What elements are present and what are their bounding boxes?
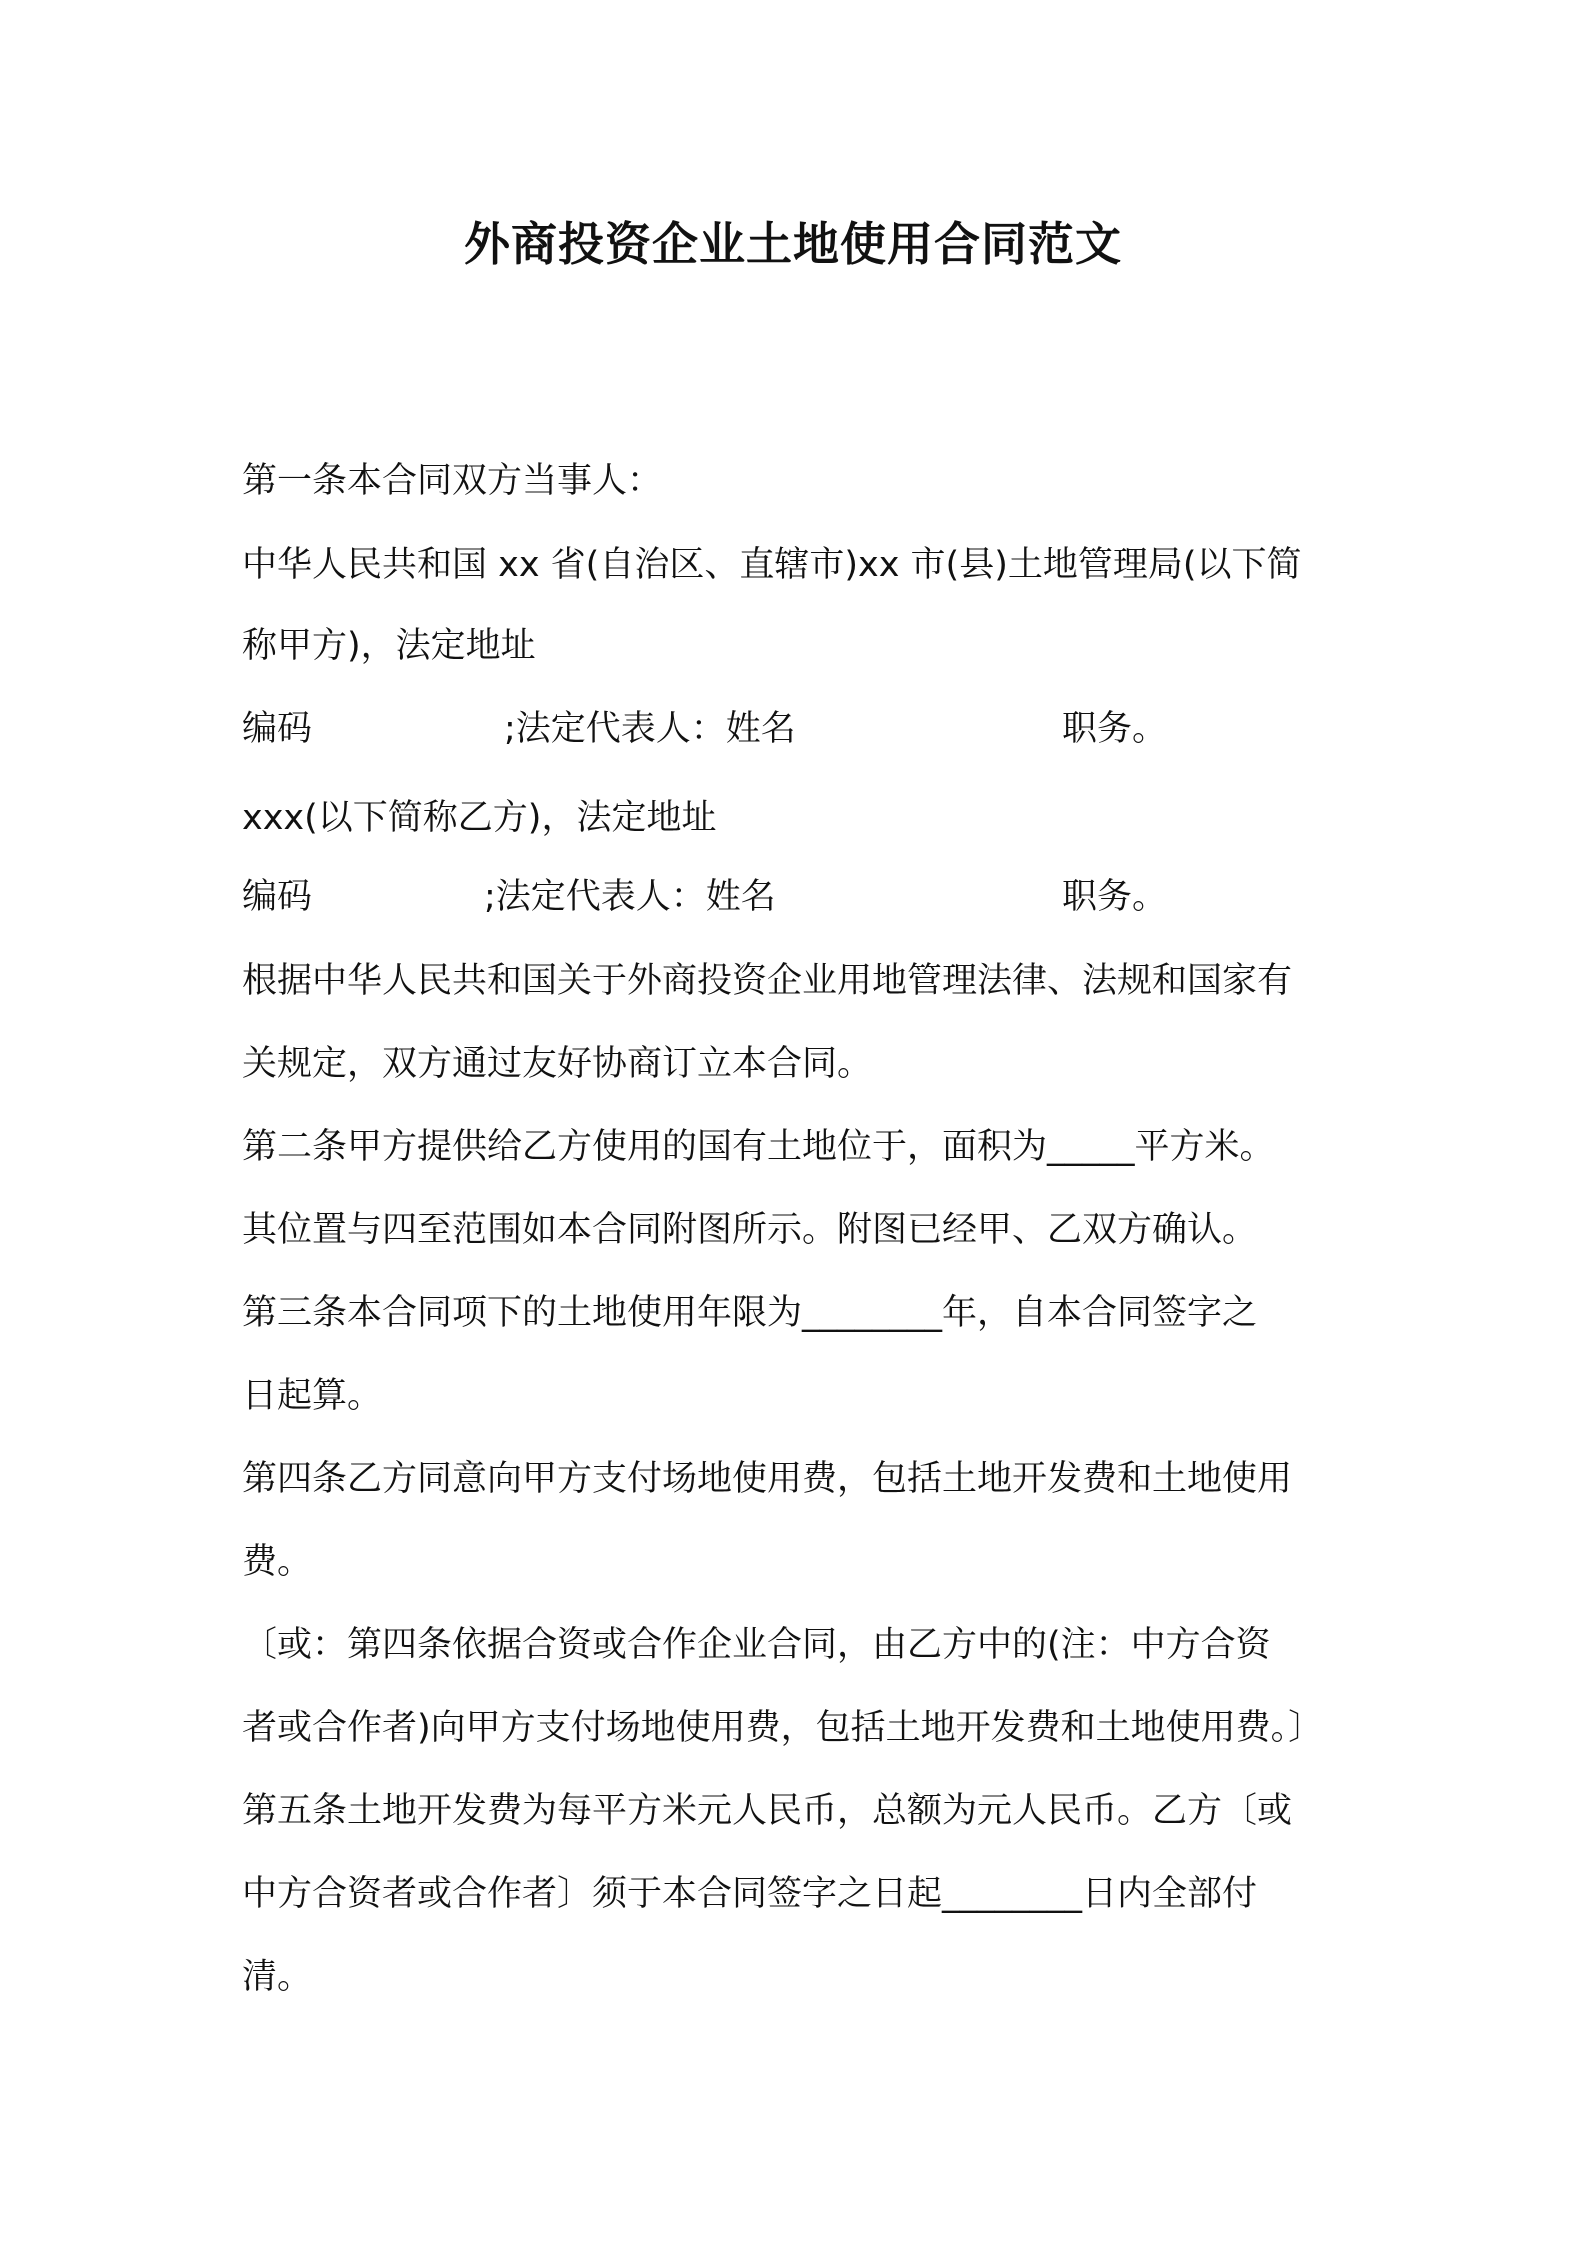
article-5-line-2: 中方合资者或合作者〕须于本合同签字之日起________日内全部付	[242, 1874, 1258, 1914]
code-label: 编码	[242, 877, 313, 917]
document-title: 外商投资企业土地使用合同范文	[464, 217, 1122, 271]
article-4-alt-line-2: 者或合作者)向甲方支付场地使用费，包括土地开发费和土地使用费。〕	[242, 1708, 1324, 1748]
party-a-code-row	[242, 705, 1342, 753]
article-4-alt-line-1: 〔或：第四条依据合资或合作企业合同，由乙方中的(注：中方合资	[242, 1625, 1271, 1665]
article-4-line-2: 费。	[242, 1542, 313, 1582]
article-5-line-1: 第五条土地开发费为每平方米元人民币，总额为元人民币。乙方〔或	[242, 1791, 1293, 1831]
article-3-line-2: 日起算。	[242, 1376, 383, 1416]
party-a-line-2: 称甲方)，法定地址	[242, 626, 536, 666]
article-1-heading: 第一条本合同双方当事人：	[242, 461, 663, 501]
legal-rep-label: ;法定代表人：姓名	[484, 877, 776, 917]
article-3-line-1: 第三条本合同项下的土地使用年限为________年，自本合同签字之	[242, 1293, 1258, 1333]
position-label: 职务。	[1062, 877, 1168, 917]
party-b-line: xxx(以下简称乙方)，法定地址	[242, 798, 717, 838]
basis-line-2: 关规定，双方通过友好协商订立本合同。	[242, 1044, 873, 1084]
article-4-line-1: 第四条乙方同意向甲方支付场地使用费，包括土地开发费和土地使用	[242, 1459, 1293, 1499]
code-label: 编码	[242, 709, 313, 749]
basis-line-1: 根据中华人民共和国关于外商投资企业用地管理法律、法规和国家有	[242, 961, 1293, 1001]
article-2-line-1: 第二条甲方提供给乙方使用的国有土地位于，面积为_____平方米。	[242, 1127, 1275, 1167]
article-5-line-3: 清。	[242, 1957, 313, 1997]
party-a-line-1: 中华人民共和国 xx 省(自治区、直辖市)xx 市(县)土地管理局(以下简	[242, 545, 1302, 585]
position-label: 职务。	[1062, 709, 1168, 749]
legal-rep-label: ;法定代表人：姓名	[504, 709, 796, 749]
article-2-line-2: 其位置与四至范围如本合同附图所示。附图已经甲、乙双方确认。	[242, 1210, 1258, 1250]
party-b-code-row	[242, 873, 1342, 921]
